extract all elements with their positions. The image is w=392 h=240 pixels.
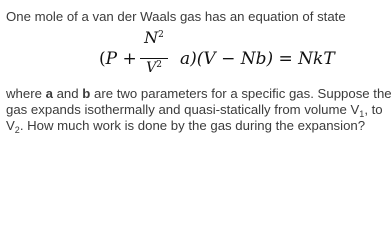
numerator-exponent: 2: [158, 30, 164, 40]
fraction-numerator: $N^2$: [144, 28, 164, 47]
equation-left: [99, 49, 137, 69]
intro-text: One mole of a van der Waals gas has an equation of state: [6, 9, 346, 24]
paragraph-line-2: gas expands isothermally and quasi-statically from volume $V_1$, to: [6, 102, 383, 119]
paragraph-line-3: $V_2$. How much work is done by the gas during the expansion?: [6, 118, 366, 135]
equation-right: a)(V − Nb) = NkT: [180, 49, 335, 69]
van-der-waals-equation: [0, 26, 350, 82]
denominator-exponent: 2: [156, 60, 162, 70]
paragraph-line-1: where a and b are two parameters for a specific gas. Suppose the: [6, 86, 392, 101]
open-paren: (: [99, 49, 106, 69]
param-b: b: [82, 86, 91, 101]
fraction-denominator: $V^2$: [146, 60, 162, 76]
pressure-symbol: P: [105, 49, 118, 69]
v1-subscript: 1: [359, 109, 365, 119]
plus-sign: +: [117, 49, 137, 69]
v2-subscript: 2: [14, 125, 20, 135]
n-squared-over-v-squared: [138, 28, 170, 80]
param-a: a: [45, 86, 53, 101]
